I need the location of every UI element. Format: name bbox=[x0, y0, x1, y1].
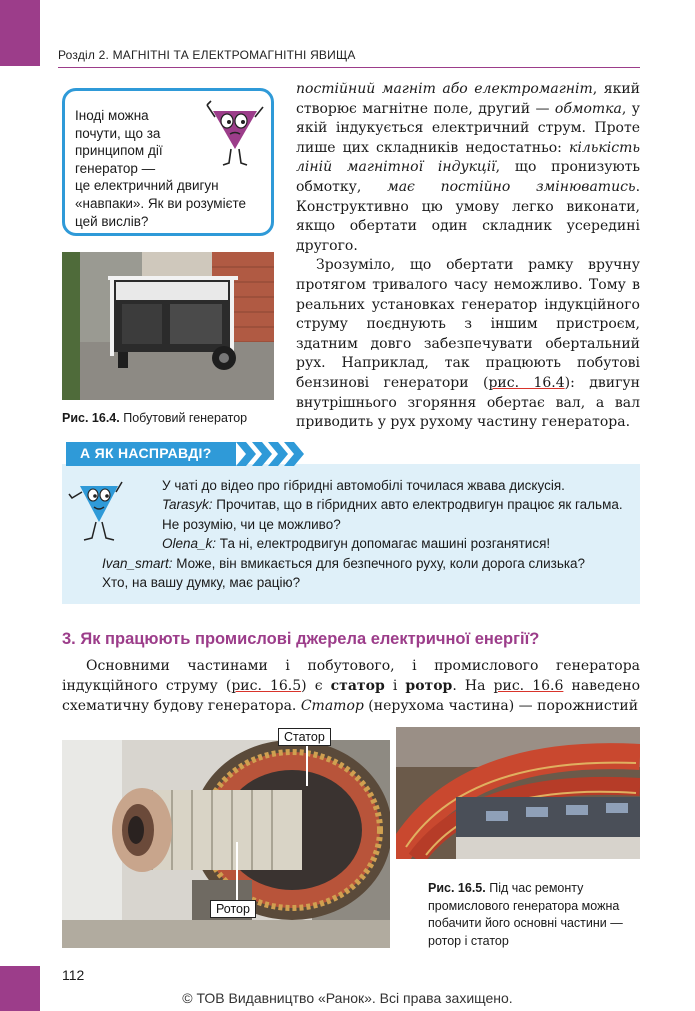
text-run: (нерухома частина) — порожнистий bbox=[363, 697, 639, 714]
chat-discussion bbox=[102, 476, 626, 592]
question-box bbox=[62, 88, 274, 236]
chapter-tab-top bbox=[0, 0, 40, 66]
figure-text: Побутовий генератор bbox=[123, 411, 248, 425]
text-run: . На bbox=[452, 677, 494, 694]
text-run: має постійно змінюватись bbox=[387, 178, 636, 195]
text-run: , у якій індукується електричний струм. Проте лише цих складників недостатньо: bbox=[296, 100, 640, 156]
question-line: цей вислів? bbox=[75, 213, 149, 229]
term-rotor: ротор bbox=[405, 677, 453, 694]
chat-text: Може, він вмикається для безпечного руху, коли дорога слизька? bbox=[172, 555, 586, 571]
figure-reference-link[interactable]: рис. 16.6 bbox=[493, 677, 564, 694]
text-run: ): двигун внутрішнього згоряння обертає вал, а вал приводить у рух рухому частину генератора. bbox=[296, 374, 640, 431]
figure-16-5-caption bbox=[428, 880, 640, 950]
question-line: почути, що за bbox=[75, 125, 161, 141]
question-line: Іноді можна bbox=[75, 108, 149, 123]
figure-16-4-caption bbox=[62, 411, 282, 425]
text-run: і bbox=[384, 677, 406, 694]
section-3-body bbox=[62, 657, 640, 716]
figure-reference-link[interactable]: рис. 16.4 bbox=[488, 374, 565, 391]
term-italic: Статор bbox=[300, 697, 364, 714]
figure-label: Рис. 16.5. bbox=[428, 881, 486, 895]
text-run: Зрозуміло, що обертати рамку вручну протягом тривалого часу неможливо. Тому в реальних установках генератор індукційного струму поєднують з іншим пристроєм, здатним довго забезпечувати обертальний рух. Наприклад, так працюють побутові бензинові генератори ( bbox=[296, 257, 640, 391]
question-line: «навпаки». Як ви розумієте bbox=[75, 195, 246, 211]
page-header bbox=[58, 46, 640, 68]
text-run: наведено схематичну будову генератора. bbox=[62, 677, 640, 714]
real-life-banner: А ЯК НАСПРАВДІ? bbox=[66, 442, 236, 466]
text-run: постійний магніт або електромагніт bbox=[296, 81, 593, 97]
text-run: Основними частинами і побутового, і промислового генератора індукційного струму ( bbox=[62, 658, 640, 694]
text-run: ) є bbox=[301, 677, 331, 694]
text-run: , що пронизують обмотку, bbox=[296, 159, 640, 195]
figure-reference-link[interactable]: рис. 16.5 bbox=[231, 677, 302, 694]
copyright-footer: © ТОВ Видавництво «Ранок». Всі права захищено. bbox=[182, 990, 513, 1006]
stator-leader-line bbox=[306, 746, 308, 786]
chat-nick: Ivan_smart: bbox=[102, 555, 173, 571]
chevrons-icon bbox=[236, 442, 306, 466]
question-line: принципом дії bbox=[75, 143, 163, 159]
text-run: , який створює магнітне поле, другий — bbox=[296, 81, 640, 117]
paragraph-3 bbox=[62, 657, 640, 716]
term-stator: статор bbox=[330, 677, 385, 694]
section-3-title: 3. Як працюють промислові джерела електричної енергії? bbox=[62, 630, 540, 648]
question-line: генератор — bbox=[75, 160, 156, 176]
stator-label: Статор bbox=[278, 728, 331, 746]
paragraph-2 bbox=[296, 256, 640, 432]
stator-windings-photo bbox=[396, 727, 640, 859]
chat-message bbox=[102, 534, 626, 553]
text-run: кількість ліній магнітної індукції bbox=[296, 139, 640, 176]
page-number: 112 bbox=[62, 967, 85, 983]
chat-text: Та ні, електродвигун допомагає машині розганятися! bbox=[216, 536, 551, 552]
chat-message bbox=[102, 495, 626, 534]
rotor-leader-line bbox=[236, 842, 238, 900]
chat-message bbox=[102, 554, 626, 573]
figure-label: Рис. 16.4. bbox=[62, 411, 120, 425]
main-text-column bbox=[296, 80, 640, 433]
chapter-title: Розділ 2. МАГНІТНІ ТА ЕЛЕКТРОМАГНІТНІ ЯВИЩА bbox=[58, 48, 356, 62]
text-run: . Конструктивно цю умову легко виконати, якщо обертати один складник усередині другого. bbox=[296, 178, 641, 254]
text-run: обмотка bbox=[554, 100, 622, 117]
chat-question: Хто, на вашу думку, має рацію? bbox=[102, 575, 301, 591]
chat-text: Прочитав, що в гібридних авто електродвигун працює як гальма. Не розумію, чи це можливо? bbox=[162, 497, 623, 532]
chat-nick: Tarasyk: bbox=[162, 497, 213, 513]
household-generator-photo bbox=[62, 252, 274, 400]
figure-text: Під час ремонту промислового генератора можна побачити його основні частини — ротор і статор bbox=[428, 881, 623, 948]
paragraph-1 bbox=[296, 80, 640, 256]
rotor-label: Ротор bbox=[210, 900, 256, 918]
question-line: це електричний двигун bbox=[75, 178, 219, 194]
chat-nick: Olena_k: bbox=[162, 536, 217, 552]
chat-intro: У чаті до відео про гібридні автомобілі точилася жвава дискусія. bbox=[162, 478, 565, 493]
thinking-mascot-icon bbox=[205, 97, 265, 169]
